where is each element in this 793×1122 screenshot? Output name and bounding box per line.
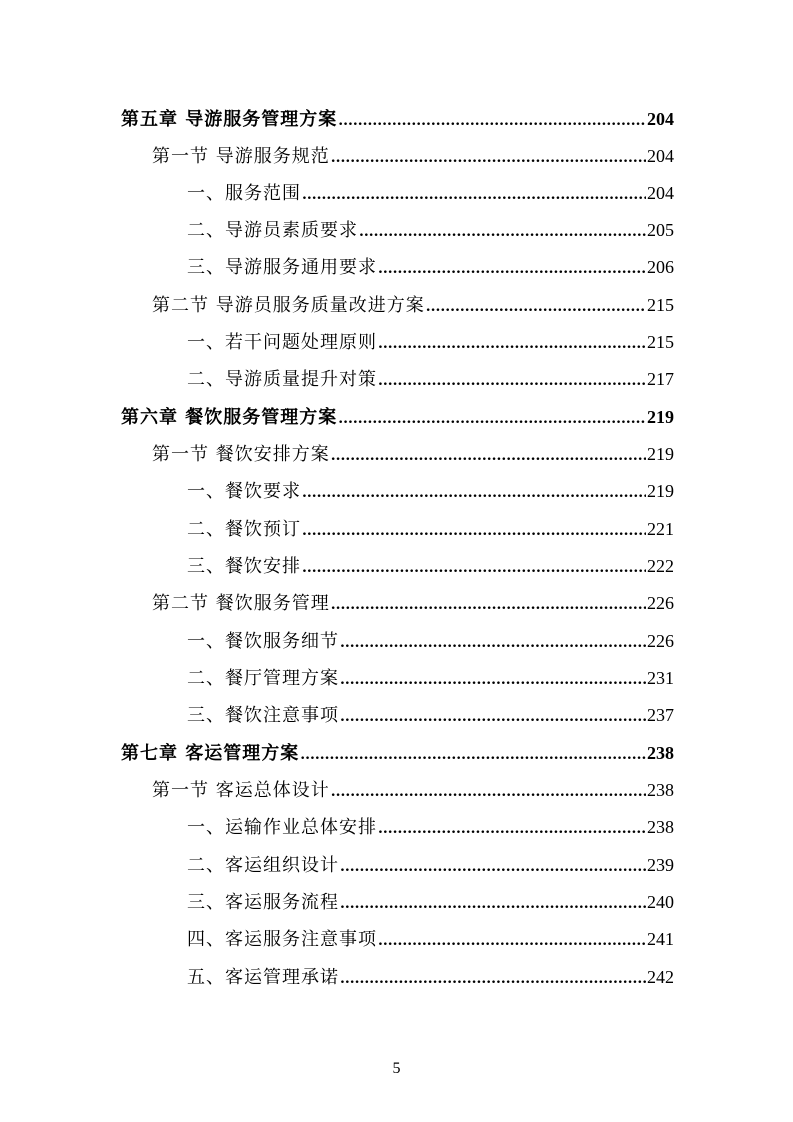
toc-entry-title: 第五章 导游服务管理方案 <box>121 109 338 130</box>
dot-leader <box>378 809 646 848</box>
toc-entry-page: 215 <box>647 332 674 352</box>
toc-entry-section[interactable] <box>152 585 674 622</box>
toc-entry-page: 226 <box>647 593 674 613</box>
toc-entry-item[interactable] <box>187 809 674 846</box>
toc-entry-item[interactable] <box>187 697 674 734</box>
toc-entry-title: 第二节 餐饮服务管理 <box>152 593 330 614</box>
toc-entry-title: 二、餐饮预订 <box>187 519 301 540</box>
toc-entry-section[interactable] <box>152 138 674 175</box>
toc-entry-page: 206 <box>647 257 674 277</box>
dot-leader <box>340 660 646 699</box>
toc-entry-page: 240 <box>647 892 674 912</box>
toc-entry-item[interactable] <box>187 212 674 249</box>
toc-entry-title: 二、餐厅管理方案 <box>187 668 339 689</box>
toc-entry-title: 一、餐饮服务细节 <box>187 631 339 652</box>
toc-entry-title: 第一节 餐饮安排方案 <box>152 444 330 465</box>
dot-leader <box>302 548 646 587</box>
toc-entry-page: 238 <box>647 817 674 837</box>
dot-leader <box>426 287 646 326</box>
toc-entry-page: 226 <box>647 631 674 651</box>
toc-entry-item[interactable] <box>187 623 674 660</box>
toc-entry-item[interactable] <box>187 175 674 212</box>
dot-leader <box>331 772 646 811</box>
toc-entry-page: 238 <box>647 780 674 800</box>
dot-leader <box>331 585 646 624</box>
dot-leader <box>302 175 646 214</box>
toc-entry-page: 219 <box>647 481 674 501</box>
toc-entry-page: 237 <box>647 705 674 725</box>
toc-entry-item[interactable] <box>187 884 674 921</box>
toc-entry-page: 215 <box>647 295 674 315</box>
dot-leader <box>359 212 646 251</box>
toc-entry-item[interactable] <box>187 921 674 958</box>
toc-entry-title: 第一节 导游服务规范 <box>152 146 330 167</box>
toc-entry-chapter[interactable] <box>121 101 674 138</box>
toc-entry-page: 221 <box>647 519 674 539</box>
dot-leader <box>378 361 646 400</box>
toc-entry-title: 二、导游质量提升对策 <box>187 369 377 390</box>
toc-entry-item[interactable] <box>187 361 674 398</box>
dot-leader <box>338 101 646 140</box>
toc-entry-title: 三、餐饮安排 <box>187 556 301 577</box>
dot-leader <box>340 623 646 662</box>
dot-leader <box>340 959 646 998</box>
dot-leader <box>300 735 646 774</box>
toc-entry-item[interactable] <box>187 324 674 361</box>
dot-leader <box>302 473 646 512</box>
dot-leader <box>378 921 646 960</box>
toc-entry-page: 241 <box>647 929 674 949</box>
toc-entry-title: 二、导游员素质要求 <box>187 220 358 241</box>
toc-entry-title: 一、运输作业总体安排 <box>187 817 377 838</box>
toc-entry-title: 第七章 客运管理方案 <box>121 743 300 764</box>
toc-entry-item[interactable] <box>187 249 674 286</box>
toc-entry-page: 204 <box>647 109 674 129</box>
toc-entry-title: 第二节 导游员服务质量改进方案 <box>152 295 425 316</box>
dot-leader <box>340 697 646 736</box>
toc-entry-item[interactable] <box>187 473 674 510</box>
page-number: 5 <box>392 1060 401 1077</box>
toc-entry-title: 五、客运管理承诺 <box>187 967 339 988</box>
toc-entry-page: 204 <box>647 146 674 166</box>
toc-entry-page: 231 <box>647 668 674 688</box>
dot-leader <box>340 884 646 923</box>
toc-entry-title: 三、餐饮注意事项 <box>187 705 339 726</box>
toc-entry-page: 219 <box>647 407 674 427</box>
toc-entry-page: 219 <box>647 444 674 464</box>
dot-leader <box>340 847 646 886</box>
dot-leader <box>378 249 646 288</box>
toc-entry-item[interactable] <box>187 847 674 884</box>
toc-entry-page: 204 <box>647 183 674 203</box>
toc-entry-item[interactable] <box>187 959 674 996</box>
toc-entry-title: 一、若干问题处理原则 <box>187 332 377 353</box>
toc-entry-item[interactable] <box>187 511 674 548</box>
toc-entry-page: 222 <box>647 556 674 576</box>
toc-entry-section[interactable] <box>152 436 674 473</box>
dot-leader <box>338 399 646 438</box>
toc-entry-page: 205 <box>647 220 674 240</box>
toc-entry-title: 四、客运服务注意事项 <box>187 929 377 950</box>
toc-entry-chapter[interactable] <box>121 399 674 436</box>
toc-entry-page: 238 <box>647 743 674 763</box>
toc-entry-title: 三、客运服务流程 <box>187 892 339 913</box>
toc-entry-item[interactable] <box>187 660 674 697</box>
dot-leader <box>378 324 646 363</box>
toc-entry-title: 第一节 客运总体设计 <box>152 780 330 801</box>
toc-entry-title: 三、导游服务通用要求 <box>187 257 377 278</box>
toc-entry-title: 一、服务范围 <box>187 183 301 204</box>
toc-entry-section[interactable] <box>152 772 674 809</box>
dot-leader <box>331 138 646 177</box>
toc-entry-chapter[interactable] <box>121 735 674 772</box>
toc-entry-page: 242 <box>647 967 674 987</box>
toc-entry-page: 217 <box>647 369 674 389</box>
toc-entry-item[interactable] <box>187 548 674 585</box>
toc-entry-title: 二、客运组织设计 <box>187 855 339 876</box>
dot-leader <box>302 511 646 550</box>
toc-entry-section[interactable] <box>152 287 674 324</box>
toc-entry-title: 第六章 餐饮服务管理方案 <box>121 407 338 428</box>
dot-leader <box>331 436 646 475</box>
toc-entry-page: 239 <box>647 855 674 875</box>
toc-entry-title: 一、餐饮要求 <box>187 481 301 502</box>
